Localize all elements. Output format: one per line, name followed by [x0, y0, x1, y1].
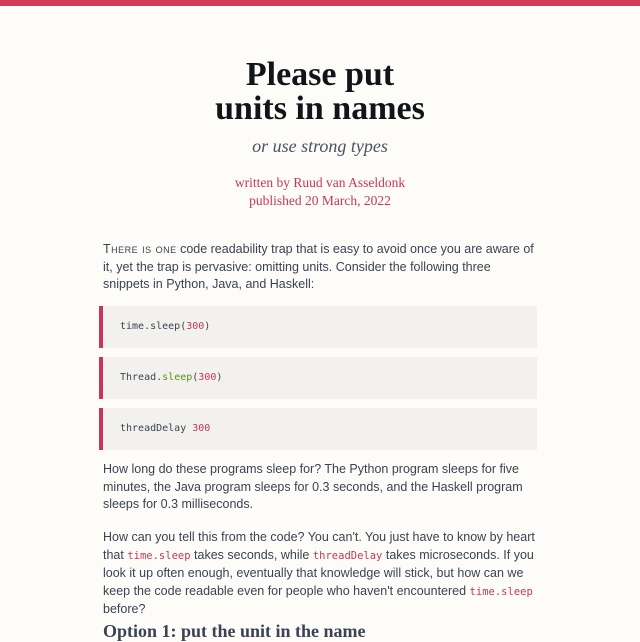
intro-paragraph [103, 241, 540, 294]
subtitle: or use strong types [252, 136, 388, 156]
published-date: published 20 March, 2022 [249, 193, 391, 208]
inline-code-time-sleep-2: time.sleep [469, 585, 533, 598]
byline [0, 174, 640, 210]
author-line: written by Ruud van Asseldonk [234, 175, 406, 190]
code-python-arg: 300 [186, 321, 205, 332]
top-accent-bar [0, 0, 640, 6]
code-java-open: ( [192, 372, 199, 383]
para3-text-2: takes seconds, while [190, 547, 313, 562]
inline-code-thread-delay: threadDelay [312, 549, 383, 562]
title-line-1: Please put [245, 56, 395, 93]
code-java-method: sleep [162, 372, 193, 383]
code-haskell-arg: 300 [192, 423, 211, 434]
code-block-haskell [99, 408, 537, 450]
page-title [0, 58, 640, 126]
inline-code-time-sleep: time.sleep [127, 549, 191, 562]
intro-lead: There is one [103, 242, 177, 256]
paragraph-sleep-durations: How long do these programs sleep for? The Python program sleeps for five minutes, the Java program sleeps for 0.3 seconds, and the Haskell program sleeps for 0.3 milliseconds. [103, 462, 523, 511]
code-python-prefix: time.sleep( [120, 321, 187, 332]
title-line-2: units in names [215, 90, 425, 127]
section-heading-option-1: Option 1: put the unit in the name [103, 621, 366, 641]
code-java-prefix: Thread. [120, 372, 163, 383]
para3-text-1: How can you tell this from the code? You can't. You just have to know by heart that [103, 530, 535, 562]
code-java-suffix: ) [216, 372, 223, 383]
para3-text-4: before? [103, 602, 146, 616]
code-haskell-prefix: threadDelay [120, 423, 193, 434]
code-python-suffix: ) [204, 321, 211, 332]
para3-text-3: takes microseconds. If you look it up often enough, eventually that knowledge will stick, but how can we keep the code readable even for people who haven't encountered [103, 547, 534, 598]
code-block-java [99, 357, 537, 399]
paragraph-units [103, 529, 540, 619]
code-block-python [99, 306, 537, 348]
intro-text: code readability trap that is easy to avoid once you are aware of it, yet the trap is pervasive: omitting units. Consider the following three snippets in Python, Java, and Haskell: [103, 242, 534, 291]
code-java-arg: 300 [198, 372, 217, 383]
